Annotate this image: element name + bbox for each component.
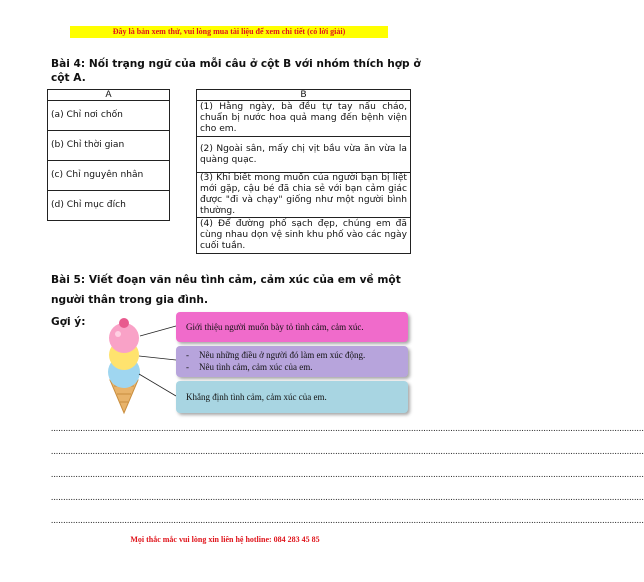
preview-banner: Đây là bản xem thử, vui lòng mua tài liệu để xem chi tiết (có lời giải) — [70, 26, 388, 38]
hint-box-body — [176, 346, 408, 377]
column-a-item: (d) Chỉ mục đích — [48, 191, 170, 221]
column-b-item: (3) Khi biết mong muốn của người bạn bị liệt mới gặp, cậu bé đã chia sẻ với bạn cảm giác được "đi và chạy" giống như một người bình thường. — [197, 173, 411, 218]
column-a-header: A — [48, 90, 170, 101]
column-b-table — [196, 89, 411, 254]
answer-line: .................................................................................................................................................................................................................................................. — [51, 515, 644, 525]
column-b-item: (2) Ngoài sân, mấy chị vịt bầu vừa ăn vừa la quàng quạc. — [197, 137, 411, 173]
hint-label: Gợi ý: — [51, 316, 86, 328]
exercise-4-title: Bài 4: Nối trạng ngữ của mỗi câu ở cột B với nhóm thích hợp ở cột A. — [51, 58, 421, 84]
answer-line: .................................................................................................................................................................................................................................................. — [51, 423, 644, 433]
hint-box-conclusion: Khẳng định tình cảm, cảm xúc của em. — [176, 381, 408, 413]
column-a-item: (a) Chỉ nơi chốn — [48, 101, 170, 131]
column-a-item: (c) Chỉ nguyên nhân — [48, 161, 170, 191]
column-a-table — [47, 89, 170, 221]
column-b-item: (1) Hằng ngày, bà đều tự tay nấu cháo, chuẩn bị nước hoa quả mang đến bệnh viện cho em. — [197, 101, 411, 137]
ice-cream-illustration — [84, 308, 174, 418]
hint-body-line: - Nêu những điều ở người đó làm em xúc động. — [186, 350, 366, 360]
exercise-5-title: Bài 5: Viết đoạn văn nêu tình cảm, cảm xúc của em về một người thân trong gia đình. — [51, 274, 401, 306]
answer-line: .................................................................................................................................................................................................................................................. — [51, 469, 644, 479]
column-a-item: (b) Chỉ thời gian — [48, 131, 170, 161]
answer-line: .................................................................................................................................................................................................................................................. — [51, 492, 644, 502]
answer-line: .................................................................................................................................................................................................................................................. — [51, 446, 644, 456]
footer-hotline: Mọi thắc mắc vui lòng xin liên hệ hotline: 084 283 45 85 — [130, 535, 320, 544]
hint-body-line: - Nêu tình cảm, cảm xúc của em. — [186, 361, 313, 372]
column-b-header: B — [197, 90, 411, 101]
column-b-item: (4) Để đường phố sạch đẹp, chúng em đã cùng nhau dọn vệ sinh khu phố vào các ngày cuối tuần. — [197, 218, 411, 254]
hint-box-intro: Giới thiệu người muốn bày tỏ tình cảm, cảm xúc. — [176, 312, 408, 342]
